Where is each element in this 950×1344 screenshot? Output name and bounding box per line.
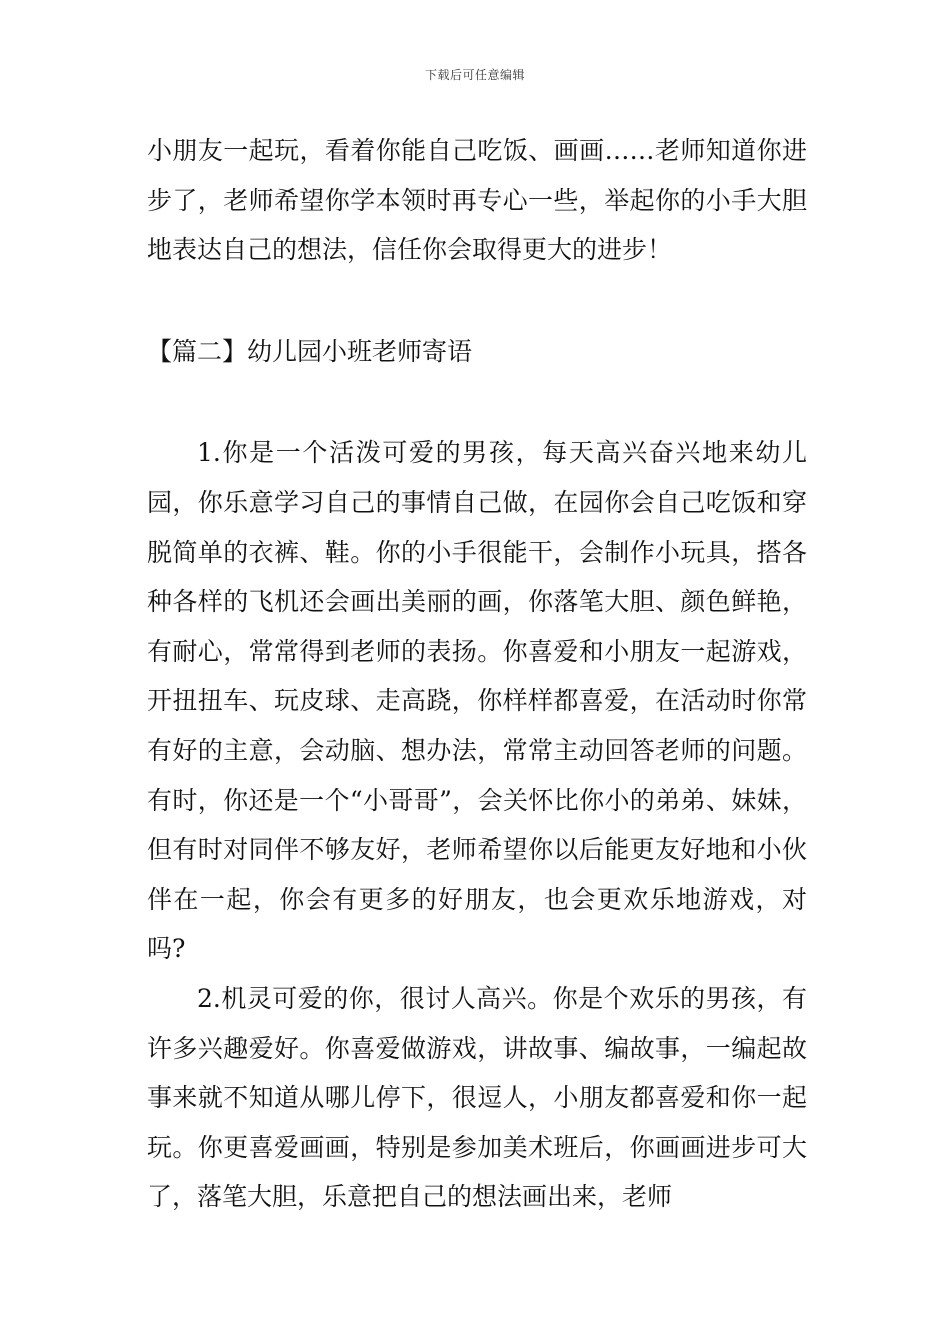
page-header-note: 下载后可任意编辑 [424, 68, 525, 82]
document-body [147, 126, 807, 1222]
paragraph-1: 1.你是一个活泼可爱的男孩，每天高兴奋兴地来幼儿园，你乐意学习自己的事情自己做，在园你会自己吃饭和穿脱简单的衣裤、鞋。你的小手很能干，会制作小玩具，搭各种各样的飞机还会画出美丽的画，你落笔大胆、颜色鲜艳，有耐心，常常得到老师的表扬。你喜爱和小朋友一起游戏，开扭扭车、玩皮球、走高跷，你样样都喜爱，在活动时你常有好的主意，会动脑、想办法，常常主动回答老师的问题。有时，你还是一个“小哥哥”，会关怀比你小的弟弟、妹妹，但有时对同伴不够友好，老师希望你以后能更友好地和小伙伴在一起，你会有更多的好朋友，也会更欢乐地游戏，对吗? [147, 438, 807, 964]
intro-paragraph: 小朋友一起玩，看着你能自己吃饭、画画……老师知道你进步了，老师希望你学本领时再专心一些，举起你的小手大胆地表达自己的想法，信任你会取得更大的进步！ [147, 136, 807, 265]
paragraph-2: 2.机灵可爱的你，很讨人高兴。你是个欢乐的男孩，有许多兴趣爱好。你喜爱做游戏，讲故事、编故事，一编起故事来就不知道从哪儿停下，很逗人，小朋友都喜爱和你一起玩。你更喜爱画画，特别是参加美术班后，你画画进步可大了，落笔大胆，乐意把自己的想法画出来，老师 [147, 983, 807, 1212]
section-title: 【篇二】幼儿园小班老师寄语 [147, 336, 473, 366]
